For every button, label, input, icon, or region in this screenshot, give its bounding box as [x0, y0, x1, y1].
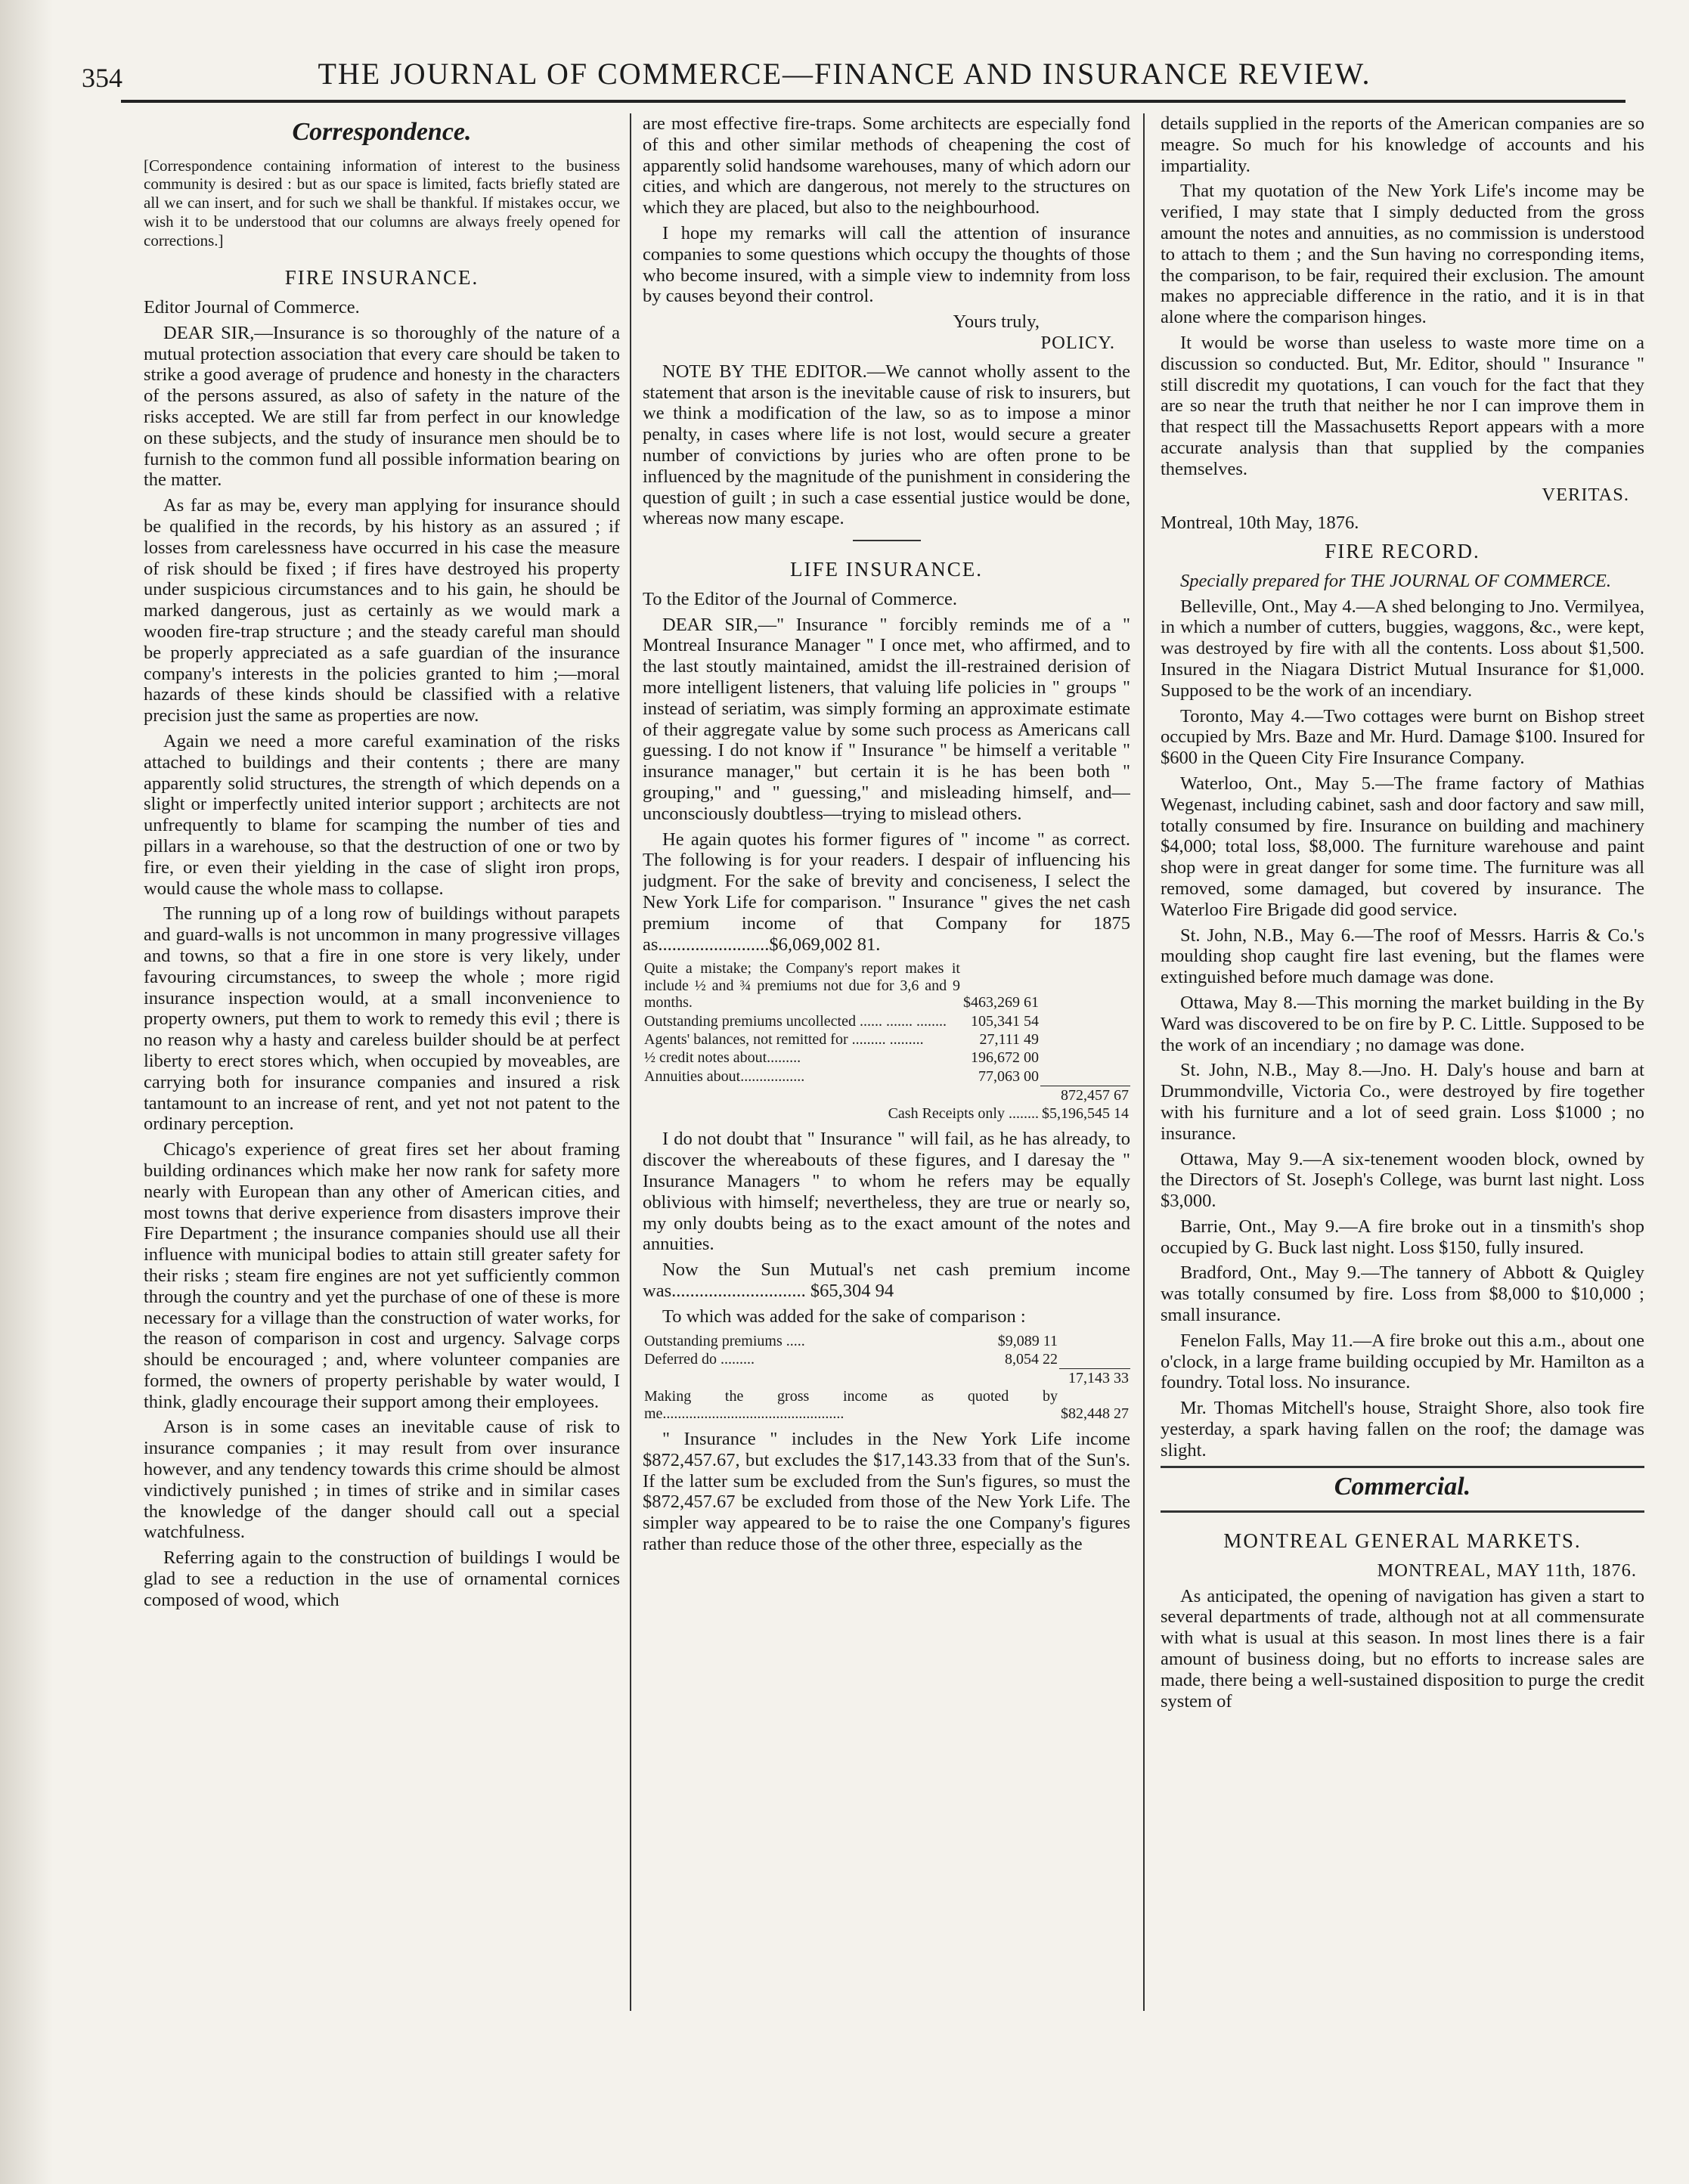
column-2	[643, 113, 1130, 2117]
fire-item: Bradford, Ont., May 9.—The tannery of Abbott & Quigley was totally consumed by fire. Loss from $8,000 to $10,000 ; small insurance.	[1161, 1262, 1644, 1326]
table-cell	[1059, 1350, 1130, 1368]
signature: VERITAS.	[1542, 484, 1629, 505]
fire-item: Ottawa, May 8.—This morning the market building in the By Ward was discovered to be on fire by P. C. Little. Supposed to be the work of an incendiary ; no damage was done.	[1161, 992, 1644, 1055]
fire-item: Fenelon Falls, May 11.—A fire broke out this a.m., about one o'clock, in a large frame building occupied by Mr. Hamilton as a foundry. Total loss. No insurance.	[1161, 1330, 1644, 1393]
paragraph: I do not doubt that " Insurance " will fail, as he has already, to discover the whereabouts of these figures, and I daresay the " Insurance Managers " to whom he refers may be equally oblivious with himself; nevertheless, they are true or nearly so, my only doubts being as to the exact amount of the notes and annuities.	[643, 1129, 1130, 1255]
table-row	[643, 1067, 1130, 1086]
dateline: Montreal, 10th May, 1876.	[1161, 513, 1359, 534]
table-cell: $9,089 11	[997, 1332, 1058, 1349]
paragraph: As far as may be, every man applying for insurance should be qualified in the records, by his history as an assured ; if losses from carelessness have occurred in his case the measure of risk should be fixed ; if fires have destroyed his property under suspicious circumstances and to his gain, he should be marked dangerous, just as certainly as we would mark a wooden fire-trap structure ; and the steady careful man should be properly appreciated as a safe guardian of the insurance company's interests in the policies granted to him ;—moral hazards of these kinds should be classified with a relative precision just the same as properties are now.	[144, 495, 620, 726]
table-cell	[1040, 959, 1130, 1011]
table-cell: Making the gross income as quoted by me................................................	[644, 1388, 1058, 1422]
paragraph: " Insurance " includes in the New York Life income $872,457.67, but excludes the $17,143.33 from that of the Sun's. If the latter sum be excluded from the Sun's figures, so must the $872,457.67 be excluded from those of the New York Life. The simpler way appeared to be to raise the one Company's figures rather than reduce those of the other three, especially as the	[643, 1428, 1130, 1554]
table-total: 17,143 33	[1059, 1368, 1130, 1387]
table-cell: Annuities about.................	[644, 1067, 805, 1085]
table-cell	[643, 1086, 962, 1104]
paragraph: DEAR SIR,—Insurance is so thoroughly of the nature of a mutual protection association that every care should be taken to strike a good average of prudence and honesty in the characters of the persons assured, as also of safety in the nature of the risks accepted. We are still far from perfect in our knowledge on these subjects, and the study of insurance men should be to furnish to the common fund all possible information bearing on the matter.	[144, 322, 620, 491]
table-cell	[1059, 1332, 1130, 1350]
fire-item: Toronto, May 4.—Two cottages were burnt on Bishop street occupied by Mrs. Baze and Mr. Hurd. Damage $100. Insured for $600 in the Queen City Fire Insurance Company.	[1161, 705, 1644, 769]
dateline: MONTREAL, MAY 11th, 1876.	[1377, 1560, 1637, 1581]
paragraph: Chicago's experience of great fires set her about framing building ordinances which make her now rank for safety more nearly with European than any other of American cities, and most towns that derive experience from disasters improve their Fire Department ; the insurance companies should use all their influence with municipal bodies to attain still greater safety for their risks ; steam fire engines are not yet sufficiently common through the country and yet the purchase of one of these is more necessary for a village than the construction of water works, for the reason of comparison in cost and urgency. Salvage corps should be encouraged ; and, where volunteer companies are formed, the owners of property perishable by water would, I think, gladly encourage their support among their employees.	[144, 1139, 620, 1412]
table-row	[643, 1012, 1130, 1030]
section-rule	[1161, 1510, 1644, 1513]
table-row	[643, 1086, 1130, 1104]
fire-item: St. John, N.B., May 8.—Jno. H. Daly's house and barn at Drummondville, Victoria Co., were destroyed by fire together with his furniture and a lot of seed grain. Loss $1000 ; no insurance.	[1161, 1060, 1644, 1144]
table-cell: 77,063 00	[978, 1067, 1039, 1085]
table-cell: 105,341 54	[971, 1012, 1039, 1030]
article-title: FIRE RECORD.	[1325, 540, 1480, 563]
table-cell: Agents' balances, not remitted for ......... .........	[644, 1030, 924, 1048]
paragraph: DEAR SIR,—" Insurance " forcibly reminds me of a " Montreal Insurance Manager " I once met, who affirmed, and to the last stoutly maintained, amidst the ill-restrained derision of more intelligent listeners, that valuing life policies in " groups " instead of seriatim, was simply forming an approximate estimate of their aggregate value by some such process as Americans call guessing. I do not know if " Insurance " be himself a veritable " insurance manager," but certain it is he has been both " grouping," and " guessing," and misleading himself, and—unconsciously doubtless—trying to mislead others.	[643, 614, 1130, 824]
table-row	[643, 1030, 1130, 1049]
correspondence-note: [Correspondence containing information of interest to the business community is desired : but as our space is limited, facts briefly stated are all we can insert, and for such we shall be thankful. If mistakes occur, we wish it to be understood that our columns are always freely opened for corrections.]	[144, 156, 620, 249]
paragraph: Arson is in some cases an inevitable cause of risk to insurance companies ; it may result from over insurance however, and any tendency towards this crime should be almost vindictively punished ; in times of strike and in similar cases the knowledge of the danger should call out a special watchfulness.	[144, 1417, 620, 1543]
table-cell: $82,448 27	[1061, 1405, 1129, 1422]
addressee: To the Editor of the Journal of Commerce.	[643, 588, 958, 609]
article-title: FIRE INSURANCE.	[284, 266, 479, 290]
table-cell	[1040, 1012, 1130, 1030]
page-number: 354	[82, 63, 122, 93]
column-3	[1161, 113, 1644, 2117]
section-rule	[1161, 1466, 1644, 1468]
addressee: Editor Journal of Commerce.	[144, 297, 360, 318]
section-heading: Commercial.	[1334, 1472, 1471, 1501]
table-row	[643, 1387, 1130, 1423]
intro: Specially prepared for THE JOURNAL OF COMMERCE.	[1180, 570, 1612, 591]
paragraph: I hope my remarks will call the attention of insurance companies to some questions which occupy the thoughts of those who become insured, with a simple view to indemnity from loss by causes beyond their control.	[643, 222, 1130, 307]
fire-item: Ottawa, May 9.—A six-tenement wooden block, owned by the Directors of St. Joseph's College, was burnt last night. Loss $3,000.	[1161, 1148, 1644, 1212]
table-cell	[1040, 1049, 1130, 1067]
article-title: MONTREAL GENERAL MARKETS.	[1223, 1529, 1582, 1553]
column-rule	[1143, 113, 1145, 2011]
fire-item: Belleville, Ont., May 4.—A shed belonging to Jno. Vermilyea, in which a number of cutters, buggies, waggons, &c., were kept, was destroyed by fire with all the contents. Loss about $1,500. Insured in the Niagara District Mutual Insurance for $1,000. Supposed to be the work of an incendiary.	[1161, 596, 1644, 701]
table-cell: 196,672 00	[971, 1049, 1039, 1067]
figures-table	[643, 1332, 1130, 1423]
fire-item: St. John, N.B., May 6.—The roof of Messrs. Harris & Co.'s moulding shop caught fire last evening, but the flames were extinguished before much damage was done.	[1161, 925, 1644, 988]
table-cell: Deferred do .........	[644, 1350, 755, 1368]
figures-table	[643, 959, 1130, 1123]
table-row	[643, 1104, 1130, 1123]
table-cell: Cash Receipts only ........	[888, 1104, 1039, 1122]
header-rule	[121, 100, 1625, 103]
table-cell	[1040, 1030, 1130, 1049]
table-row	[643, 1368, 1130, 1387]
table-cell: Outstanding premiums .....	[644, 1332, 805, 1349]
table-total: 872,457 67	[1040, 1086, 1130, 1104]
fire-item: Barrie, Ont., May 9.—A fire broke out in a tinsmith's shop occupied by G. Buck last night. Loss $150, fully insured.	[1161, 1216, 1644, 1258]
table-cell: Outstanding premiums uncollected ...... ....... ........	[644, 1012, 947, 1030]
table-row	[643, 959, 1130, 1011]
paragraph: To which was added for the sake of comparison :	[662, 1306, 1026, 1327]
table-cell: Quite a mistake; the Company's report makes it include ½ and ¾ premiums not due for 3,6 and 9 months.	[644, 960, 960, 1011]
editor-note: NOTE BY THE EDITOR.—We cannot wholly assent to the statement that arson is the inevitable cause of risk to insurers, but we think a modification of the law, so as to impose a minor penalty, in cases where life is not lost, would secure a greater number of convictions by juries who are often prone to be influenced by the magnitude of the punishment in considering the question of guilt ; in such a case essential justice would be done, whereas now many escape.	[643, 361, 1130, 529]
table-cell	[1040, 1067, 1130, 1086]
table-cell: 27,111 49	[979, 1030, 1039, 1048]
article-title: LIFE INSURANCE.	[789, 558, 983, 581]
paragraph: As anticipated, the opening of navigation has given a start to several departments of trade, although not at all commensurate with what is usual at this season. In most lines there is a fair amount of business doing, but no efforts to increase sales are made, there being a well-sustained disposition to purge the credit system of	[1161, 1585, 1644, 1712]
paragraph: It would be worse than useless to waste more time on a discussion so conducted. But, Mr. Editor, should " Insurance " still discredit my quotations, I can vouch for the fact that they are so near the truth that neither he nor I can improve them in that respect till the Massachusetts Report appears with a more accurate analysis than that supplied by the companies themselves.	[1161, 332, 1644, 479]
paragraph: That my quotation of the New York Life's income may be verified, I may state that I simply deducted from the gross amount the notes and annuities, as no commission is understood to attach to them ; and the Sun having no corresponding items, the comparison, to be fair, required their exclusion. The amount makes no appreciable difference in the ratio, and it is in that alone where the comparison hinges.	[1161, 181, 1644, 328]
section-heading: Correspondence.	[292, 118, 472, 146]
table-cell: ½ credit notes about.........	[644, 1049, 801, 1067]
table-row	[643, 1049, 1130, 1067]
paragraph: Referring again to the construction of buildings I would be glad to see a reduction in the use of ornamental cornices composed of wood, which	[144, 1547, 620, 1610]
paragraph: Again we need a more careful examination of the risks attached to buildings and their contents ; there are many apparently solid structures, the strength of which depends on a slight or imperfectly united interior support ; architects are not unfrequently to blame for scamping the number of ties and pillars in a warehouse, so that the destruction of one or two by fire, or even their yielding in the case of slight iron props, would cause the whole mass to collapse.	[144, 730, 620, 899]
table-row	[643, 1332, 1130, 1350]
paragraph: The running up of a long row of buildings without parapets and guard-walls is not uncommon in many progressive villages and towns, so that a fire in one store is very likely, under favouring circumstances, to sweep the whole ; more rigid insurance inspection would, at a small inconvenience to property owners, put them to work to remedy this evil ; there is no reason why a hasty and careless builder should be at perfect liberty to erect stores which, when occupied by moveables, are carrying both for insurance companies and insured a risk tantamount to an increase of rent, and yet not not patent to the ordinary perception.	[144, 903, 620, 1135]
paragraph: He again quotes his former figures of " income " as correct. The following is for your readers. I despair of influencing his judgment. For the sake of brevity and conciseness, I select the New York Life for comparison. " Insurance " gives the net cash premium income of that Company for 1875 as........................$6,069,002 81.	[643, 829, 1130, 955]
table-cell: $5,196,545 14	[1042, 1104, 1129, 1122]
running-head: THE JOURNAL OF COMMERCE—FINANCE AND INSURANCE REVIEW.	[318, 57, 1371, 91]
fire-item: Waterloo, Ont., May 5.—The frame factory of Mathias Wegenast, including cabinet, sash and door factory and saw mill, totally consumed by fire. Insurance on building and machinery $4,000; total loss, $8,000. The furniture warehouse and paint shop were in great danger for some time. The furniture was all removed, some damaged, but covered by insurance. The Waterloo Fire Brigade did good service.	[1161, 773, 1644, 920]
paragraph: details supplied in the reports of the American companies are so meagre. So much for his knowledge of accounts and his impartiality.	[1161, 113, 1644, 176]
separator	[853, 540, 921, 541]
column-1	[144, 113, 620, 2117]
paragraph: are most effective fire-traps. Some architects are especially fond of this and other similar methods of cheapening the cost of apparently solid handsome warehouses, many of which adorn our cities, and which are dangerous, not merely to the structures on which they are placed, but also to the neighbourhood.	[643, 113, 1130, 218]
binding-shadow	[0, 0, 53, 2184]
table-row	[643, 1350, 1130, 1368]
paragraph: Now the Sun Mutual's net cash premium income was............................. $65,304 94	[643, 1259, 1130, 1301]
table-cell	[643, 1368, 943, 1387]
table-cell	[943, 1368, 1059, 1387]
signature: POLICY.	[1040, 332, 1115, 353]
column-rule	[630, 113, 631, 2011]
closing: Yours truly,	[953, 311, 1040, 333]
table-cell	[962, 1086, 1040, 1104]
table-cell: 8,054 22	[1004, 1350, 1058, 1368]
fire-item: Mr. Thomas Mitchell's house, Straight Shore, also took fire yesterday, a spark having fallen on the roof; the damage was slight.	[1161, 1398, 1644, 1461]
table-cell: $463,269 61	[963, 994, 1039, 1011]
